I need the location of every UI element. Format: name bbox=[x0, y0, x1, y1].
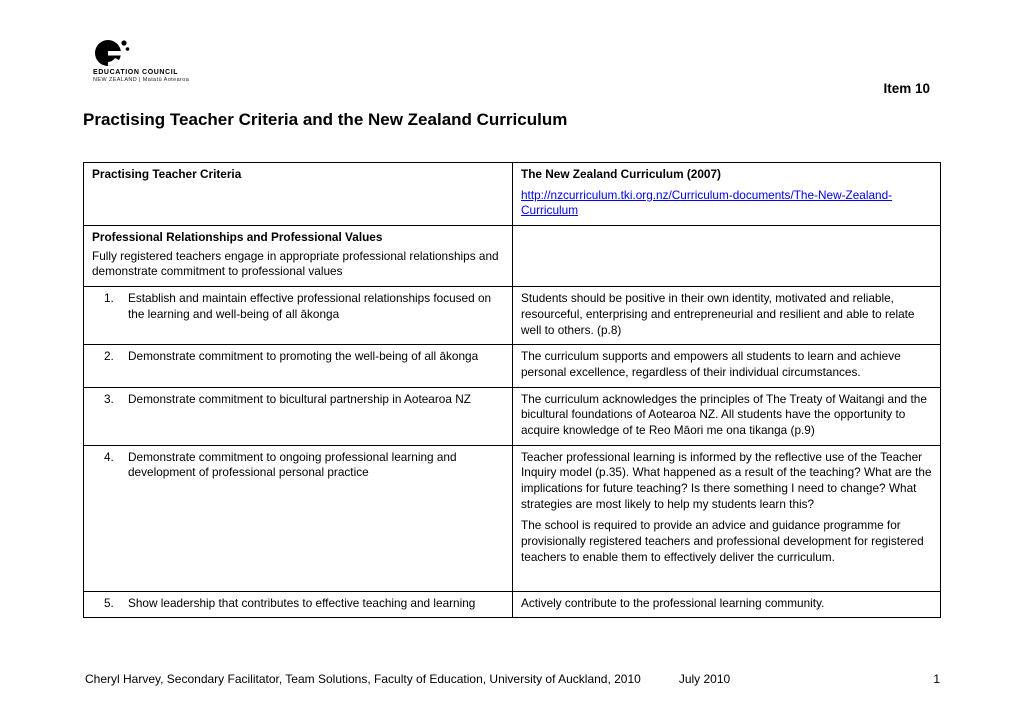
section-heading: Professional Relationships and Professional Values bbox=[92, 230, 383, 245]
criteria-table bbox=[83, 162, 941, 618]
criteria-number: 3. bbox=[104, 391, 114, 406]
curriculum-text: The curriculum supports and empowers all students to learn and achieve personal excellence, regardless of their individual circumstances. bbox=[521, 349, 901, 379]
criteria-text: Demonstrate commitment to ongoing professional learning and development of professional personal practice bbox=[128, 449, 457, 480]
page-footer bbox=[85, 672, 940, 686]
page-title: Practising Teacher Criteria and the New Zealand Curriculum bbox=[83, 110, 568, 129]
criteria-number: 1. bbox=[104, 291, 114, 306]
criteria-text: Show leadership that contributes to effective teaching and learning bbox=[128, 595, 476, 610]
curriculum-link[interactable]: http://nzcurriculum.tki.org.nz/Curriculum-documents/The-New-Zealand-Curriculum bbox=[521, 187, 893, 218]
footer-author: Cheryl Harvey, Secondary Facilitator, Team Solutions, Faculty of Education, University of Auckland, 2010 bbox=[85, 672, 641, 686]
curriculum-cell-3 bbox=[513, 387, 941, 445]
criteria-text: Demonstrate commitment to promoting the well-being of all ākonga bbox=[128, 349, 479, 364]
table-row bbox=[84, 445, 941, 591]
curriculum-text: Teacher professional learning is informed by the reflective use of the Teacher Inquiry model (p.35). What happened as a result of the teaching? What are the implications for future teaching? Is there something I need to change? What strategies are most likely to help my students learn this? bbox=[521, 449, 932, 511]
curriculum-cell-5 bbox=[513, 591, 941, 618]
page-header bbox=[83, 36, 940, 96]
section-description: Fully registered teachers engage in appropriate professional relationships and demonstrate commitment to professional values bbox=[92, 248, 499, 279]
curriculum-cell-4 bbox=[513, 445, 941, 591]
header-cell-criteria: Practising Teacher Criteria bbox=[84, 163, 513, 226]
criteria-number: 2. bbox=[104, 349, 114, 364]
criteria-cell-1 bbox=[84, 287, 513, 345]
table-row bbox=[84, 591, 941, 618]
section-cell-empty bbox=[513, 226, 941, 287]
criteria-number: 4. bbox=[104, 449, 114, 464]
education-council-logo-icon bbox=[93, 36, 133, 68]
curriculum-cell-2 bbox=[513, 345, 941, 387]
logo-name: EDUCATION COUNCIL bbox=[93, 69, 179, 76]
section-row bbox=[84, 226, 941, 287]
criteria-cell-3 bbox=[84, 387, 513, 445]
curriculum-cell-1 bbox=[513, 287, 941, 345]
curriculum-text: Actively contribute to the professional learning community. bbox=[521, 595, 825, 610]
education-council-logo bbox=[93, 36, 203, 83]
curriculum-text: The school is required to provide an advice and guidance programme for provisionally registered teachers and professional development for registered teachers to enable them to effectively deliver the curriculum. bbox=[521, 518, 924, 564]
footer-page-number: 1 bbox=[933, 672, 940, 686]
footer-date: July 2010 bbox=[678, 672, 731, 686]
curriculum-text: Students should be positive in their own identity, motivated and reliable, resourceful, enterprising and entrepreneurial and resilient and able to relate well to others. (p.8) bbox=[521, 291, 915, 337]
criteria-cell-2 bbox=[84, 345, 513, 387]
criteria-number: 5. bbox=[104, 595, 114, 610]
criteria-cell-4 bbox=[84, 445, 513, 591]
table-row bbox=[84, 287, 941, 345]
table-header-row bbox=[84, 163, 941, 226]
table-row bbox=[84, 387, 941, 445]
item-label: Item 10 bbox=[883, 81, 930, 96]
section-cell bbox=[84, 226, 513, 287]
criteria-cell-5 bbox=[84, 591, 513, 618]
logo-subtitle: NEW ZEALAND | Matatū Aotearoa bbox=[93, 77, 190, 83]
header-cell-curriculum bbox=[513, 163, 941, 226]
criteria-text: Establish and maintain effective professional relationships focused on the learning and well-being of all ākonga bbox=[128, 291, 492, 321]
table-row bbox=[84, 345, 941, 387]
criteria-text: Demonstrate commitment to bicultural partnership in Aotearoa NZ bbox=[128, 391, 471, 406]
curriculum-header-title: The New Zealand Curriculum (2007) bbox=[521, 167, 721, 181]
curriculum-text: The curriculum acknowledges the principles of The Treaty of Waitangi and the bicultural foundations of Aotearoa NZ. All students have the opportunity to acquire knowledge of te Reo Māori me ona tikanga (p.9) bbox=[521, 391, 927, 437]
